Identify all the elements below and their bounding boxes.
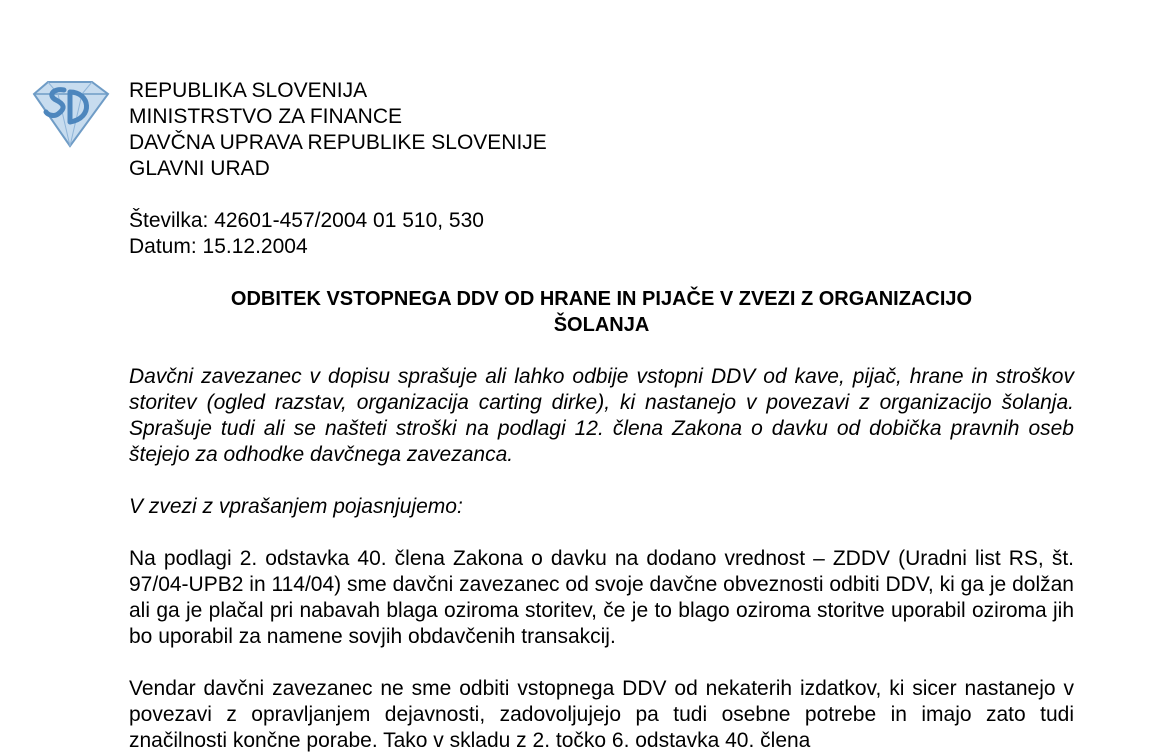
body-paragraph-2: Vendar davčni zavezanec ne sme odbiti vstopnega DDV od nekaterih izdatkov, ki sicer nastanejo v povezavi z opravljanjem dejavnosti, zadovoljujejo pa tudi osebne potrebe in imajo zato tudi značilnosti končne porabe. Tako v skladu z 2. točko 6. odstavka 40. člena <box>129 677 1074 752</box>
question-paragraph: Davčni zavezanec v dopisu sprašuje ali lahko odbije vstopni DDV od kave, pijač, hrane in stroškov storitev (ogled razstav, organizacija carting dirke), ki nastanejo v povezavi z organizacijo šolanja. Sprašuje tudi ali se našteti stroški na podlagi 12. člena Zakona o davku od dobička pravnih oseb štejejo za odhodke davčnega zavezanca. <box>129 365 1074 466</box>
durs-diamond-logo-icon <box>28 78 112 150</box>
header-line-republic: REPUBLIKA SLOVENIJA <box>129 79 368 102</box>
document-title-line-1: ODBITEK VSTOPNEGA DDV OD HRANE IN PIJAČE V ZVEZI Z ORGANIZACIJO <box>230 288 973 310</box>
document-title <box>129 286 1074 338</box>
header-line-main-office: GLAVNI URAD <box>129 157 270 180</box>
issuer-header <box>129 78 1074 182</box>
document-date: Datum: 15.12.2004 <box>129 235 308 258</box>
header-line-tax-authority: DAVČNA UPRAVA REPUBLIKE SLOVENIJE <box>129 131 547 154</box>
header-line-ministry: MINISTRSTVO ZA FINANCE <box>129 105 403 128</box>
document-title-line-2: ŠOLANJA <box>553 314 650 336</box>
document-meta <box>129 208 1074 260</box>
document-body <box>129 78 1074 754</box>
body-paragraph-1: Na podlagi 2. odstavka 40. člena Zakona o davku na dodano vrednost – ZDDV (Uradni list RS, št. 97/04-UPB2 in 114/04) sme davčni zavezanec od svoje davčne obveznosti odbiti DDV, ki ga je dolžan ali ga je plačal pri nabavah blaga oziroma storitev, če je to blago oziroma storitve uporabil oziroma jih bo uporabil za namene sovjih obdavčenih transakcij. <box>129 547 1074 648</box>
document-number: Številka: 42601-457/2004 01 510, 530 <box>129 209 484 232</box>
answer-intro: V zvezi z vprašanjem pojasnjujemo: <box>129 495 463 518</box>
